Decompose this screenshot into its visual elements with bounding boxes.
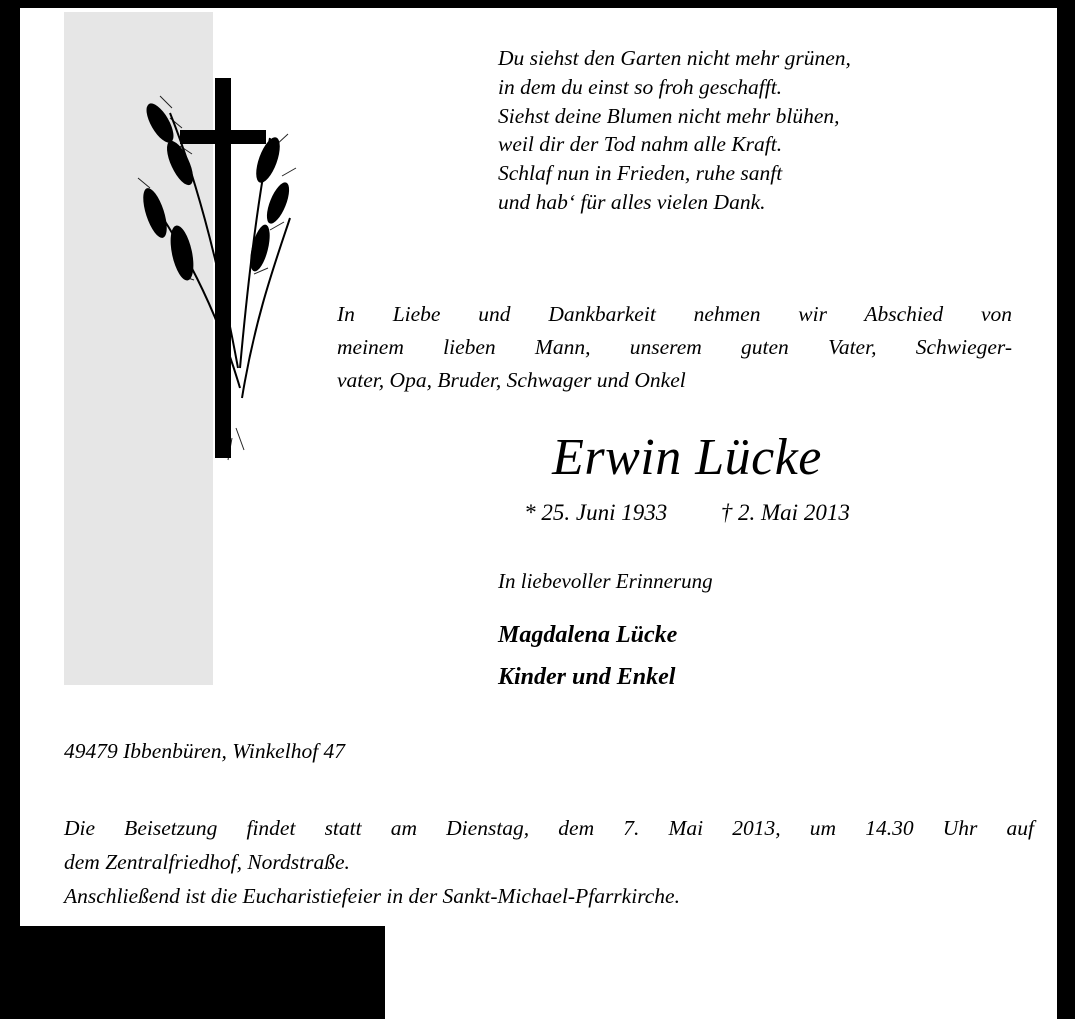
bottom-white-inner xyxy=(385,926,1057,1019)
intro-line: meinem lieben Mann, unserem guten Vater, Schwieger- xyxy=(337,335,1012,359)
verse-block xyxy=(498,44,1038,217)
obituary-page xyxy=(20,8,1057,926)
cross-and-wheat-illustration xyxy=(120,68,340,468)
deceased-name: Erwin Lücke xyxy=(552,429,822,486)
bottom-black-block xyxy=(20,926,385,1019)
funeral-line: Die Beisetzung findet statt am Dienstag, dem 7. Mai 2013, um 14.30 Uhr auf xyxy=(64,816,1034,840)
life-dates xyxy=(337,500,1037,526)
funeral-line: Anschließend ist die Eucharistiefeier in der Sankt-Michael-Pfarrkirche. xyxy=(64,884,680,908)
mourner-name: Kinder und Enkel xyxy=(498,664,676,690)
verse-line: und hab‘ für alles vielen Dank. xyxy=(498,189,766,214)
verse-line: weil dir der Tod nahm alle Kraft. xyxy=(498,132,783,157)
intro-line: In Liebe und Dankbarkeit nehmen wir Abschied von xyxy=(337,302,1012,326)
funeral-details xyxy=(64,811,1034,913)
funeral-line: dem Zentralfriedhof, Nordstraße. xyxy=(64,850,350,874)
verse-line: Siehst deine Blumen nicht mehr blühen, xyxy=(498,103,840,128)
death-date: † 2. Mai 2013 xyxy=(720,500,850,525)
mourner-name: Magdalena Lücke xyxy=(498,622,678,648)
bottom-white-block xyxy=(385,926,1057,1019)
birth-date: * 25. Juni 1933 xyxy=(524,500,668,525)
verse-line: in dem du einst so froh geschafft. xyxy=(498,74,783,99)
verse-line: Schlaf nun in Frieden, ruhe sanft xyxy=(498,161,783,186)
verse-line: Du siehst den Garten nicht mehr grünen, xyxy=(498,46,851,70)
address-line: 49479 Ibbenbüren, Winkelhof 47 xyxy=(64,739,346,763)
memory-line: In liebevoller Erinnerung xyxy=(498,569,713,593)
intro-text xyxy=(337,298,1012,397)
intro-line: vater, Opa, Bruder, Schwager und Onkel xyxy=(337,368,686,392)
